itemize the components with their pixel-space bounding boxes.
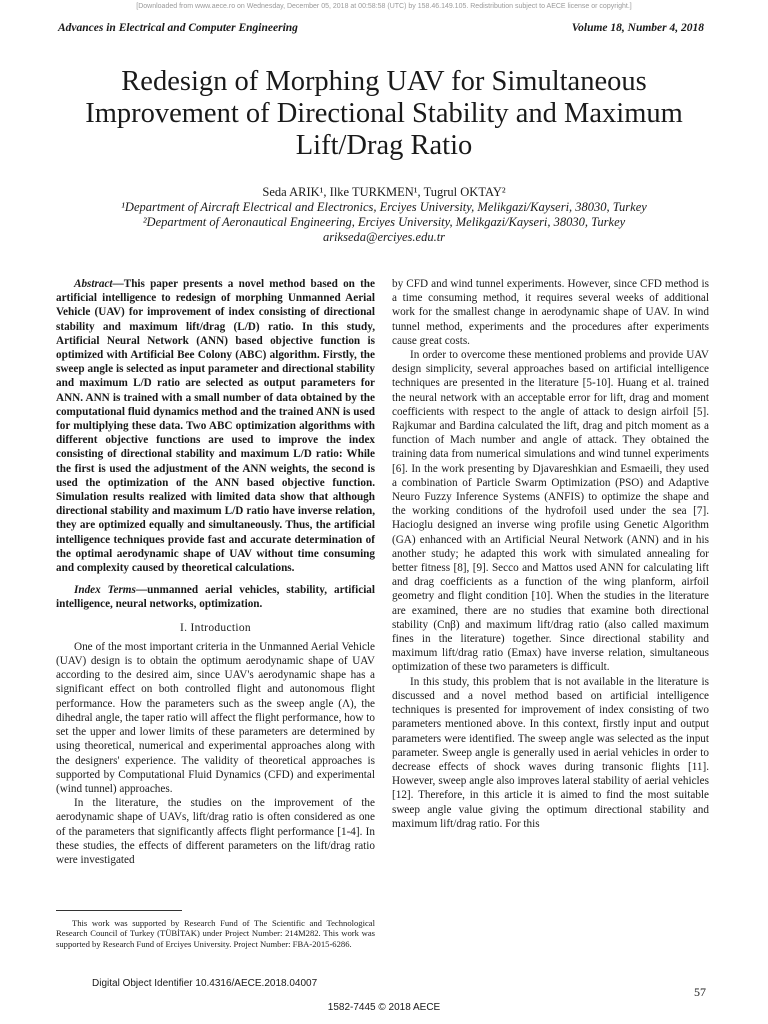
intro-paragraph-2: In the literature, the studies on the improvement of the aerodynamic shape of UAVs, lift/drag ratio is often considered as one of the parameters that significantly affects flight performance [1-4]. In these studies, the effects of different parameters on the lift/drag ratio were investigated — [56, 797, 375, 866]
paper-title: Redesign of Morphing UAV for Simultaneous Improvement of Directional Stability and Maximum Lift/Drag Ratio — [85, 66, 683, 161]
volume-info: Volume 18, Number 4, 2018 — [571, 22, 704, 34]
section-heading-introduction: I. Introduction — [180, 621, 251, 634]
left-column — [56, 277, 375, 867]
right-column — [392, 277, 709, 831]
right-paragraph-3: In this study, this problem that is not available in the literature is discussed and a novel method based on artificial intelligence techniques is presented for improvement of index consisting of two parameters mentioned above. In this context, firstly input and output parameters were identified. The sweep angle was selected as the input parameter. Sweep angle is generally used in aerial vehicles in order to decrease effects of shock waves during transonic flights [11]. However, sweep angle also improves lateral stability of aerial vehicles [12]. Therefore, in this article it is aimed to find the most suitable sweep angle value giving the optimum directional stability and maximum lift/drag ratio. For this — [392, 675, 709, 830]
right-paragraph-2: In order to overcome these mentioned problems and provide UAV design simplicity, several approaches based on artificial intelligence techniques are presented in the literature [5-10]. Huang et al. trained the neural network with an acceptable error for lift, drag and moment coefficients with respect to the angle of attack to design airfoil [5]. Rajkumar and Bardina calculated the lift, drag and pitch moment as a function of Mach number and angle of attack. They obtained the training data from numerical simulations and wind tunnel experiments [6]. In the work presenting by Djavareshkian and Esmaeili, they used a combination of Particle Swarm Optimization (PSO) and Adaptive Neuro Fuzzy Inference Systems (ANFIS) to optimize the shape and the working conditions of the hydrofoil used under the sea [7]. Hacioglu designed an inverse wing profile using Genetic Algorithm (GA) enhanced with an Artificial Neural Network (ANN) and in his another study; he adapted this work with simulated annealing for better fitness [8], [9]. Secco and Mattos used ANN for calculating lift and drag coefficients as a function of the wing planform, airfoil geometry and flight condition [10]. When the studies in the literature are examined, there are no studies that examine both directional stability (Cnβ) and maximum lift/drag ratio (also called maximum fines in the literature) together. Since directional stability and maximum lift/drag ratio (Emax) have inverse relation, simultaneous optimization of these two parameters is difficult. — [392, 349, 709, 674]
abstract-text: —This paper presents a novel method based on the artificial intelligence to redesign of morphing Unmanned Aerial Vehicle (UAV) for improvement of index consisting of directional stability and maximum lift/drag (L/D) ratio. In this study, Artificial Neural Network (ANN) based objective function is optimized with Artificial Bee Colony (ABC) algorithm. Firstly, the sweep angle is selected as input parameter and directional stability and maximum L/D ratio are selected as output parameters for ANN. ANN is trained with a small number of data obtained by the computational fluid dynamics method and the trained ANN is used for multiplying these data. Two ABC optimization algorithms with different objective functions are used to improve the index consisting of directional stability and maximum L/D ratio: While the first is used the adjustment of the ANN weights, the second is used the optimization of the ANN based objective function. Simulation results realized with limited data show that although directional stability and maximum L/D ratio have inverse relation, they are optimized equally and simultaneously. Thus, the artificial intelligence techniques provide fast and accurate determination of the optimal aerodynamic shape of UAV without time consuming and complexity caused by theoretical calculations. — [56, 278, 375, 575]
author-list: Seda ARIK¹, Ilke TURKMEN¹, Tugrul OKTAY² — [262, 185, 506, 199]
copyright-notice: 1582-7445 © 2018 AECE — [327, 1002, 441, 1013]
footnote-rule — [56, 910, 182, 911]
abstract — [56, 277, 375, 575]
funding-footnote: This work was supported by Research Fund of The Scientific and Technological Research Council of Turkey (TÜBİTAK) under Project Number: 214M282. This work was supported by Research Fund of Erciyes University. Project Number: FBA-2015-6286. — [56, 918, 375, 949]
abstract-lead: Abstract — [74, 278, 113, 290]
page-number: 57 — [694, 985, 706, 999]
index-terms-text: —unmanned aerial vehicles, stability, artificial intelligence, neural networks, optimization. — [56, 584, 375, 611]
index-terms — [56, 583, 375, 611]
right-paragraph-1: by CFD and wind tunnel experiments. However, since CFD method is a time consuming method, it requires several weeks of additional work for the smallest change in aerodynamic shape of UAV. In wind tunnel method, experiments and the procedures after experiments cause great costs. — [392, 278, 709, 347]
download-notice: [Downloaded from www.aece.ro on Wednesday, December 05, 2018 at 00:58:58 (UTC) by 158.46.149.105. Redistribution subject to AECE license or copyright.] — [136, 3, 632, 10]
affiliation-1: ¹Department of Aircraft Electrical and Electronics, Erciyes University, Melikgazi/Kayseri, 38030, Turkey — [121, 200, 647, 214]
index-terms-lead: Index Terms — [74, 584, 136, 597]
journal-name: Advances in Electrical and Computer Engineering — [58, 22, 298, 34]
author-email: arikseda@erciyes.edu.tr — [322, 230, 446, 244]
intro-paragraph-1: One of the most important criteria in the Unmanned Aerial Vehicle (UAV) design is to obtain the optimum aerodynamic shape of UAV according to the desired aim, since UAV's aerodynamic shape has a significant effect on both controlled flight and autonomous flight performance. How the parameters such as the sweep angle (Λ), the dihedral angle, the taper ratio will affect the flight performance, how to set the upper and lower limits of these parameters are determined by using theoretical, numerical and experimental approaches along with the designers' experience. The validity of theoretical approaches is supported by Computational Fluid Dynamics (CFD) and experimental (wind tunnel) approaches. — [56, 640, 375, 795]
author-block — [60, 185, 708, 245]
running-header — [58, 22, 704, 40]
doi-identifier: Digital Object Identifier 10.4316/AECE.2018.04007 — [92, 978, 318, 989]
affiliation-2: ²Department of Aeronautical Engineering, Erciyes University, Melikgazi/Kayseri, 38030, Turkey — [142, 215, 626, 229]
